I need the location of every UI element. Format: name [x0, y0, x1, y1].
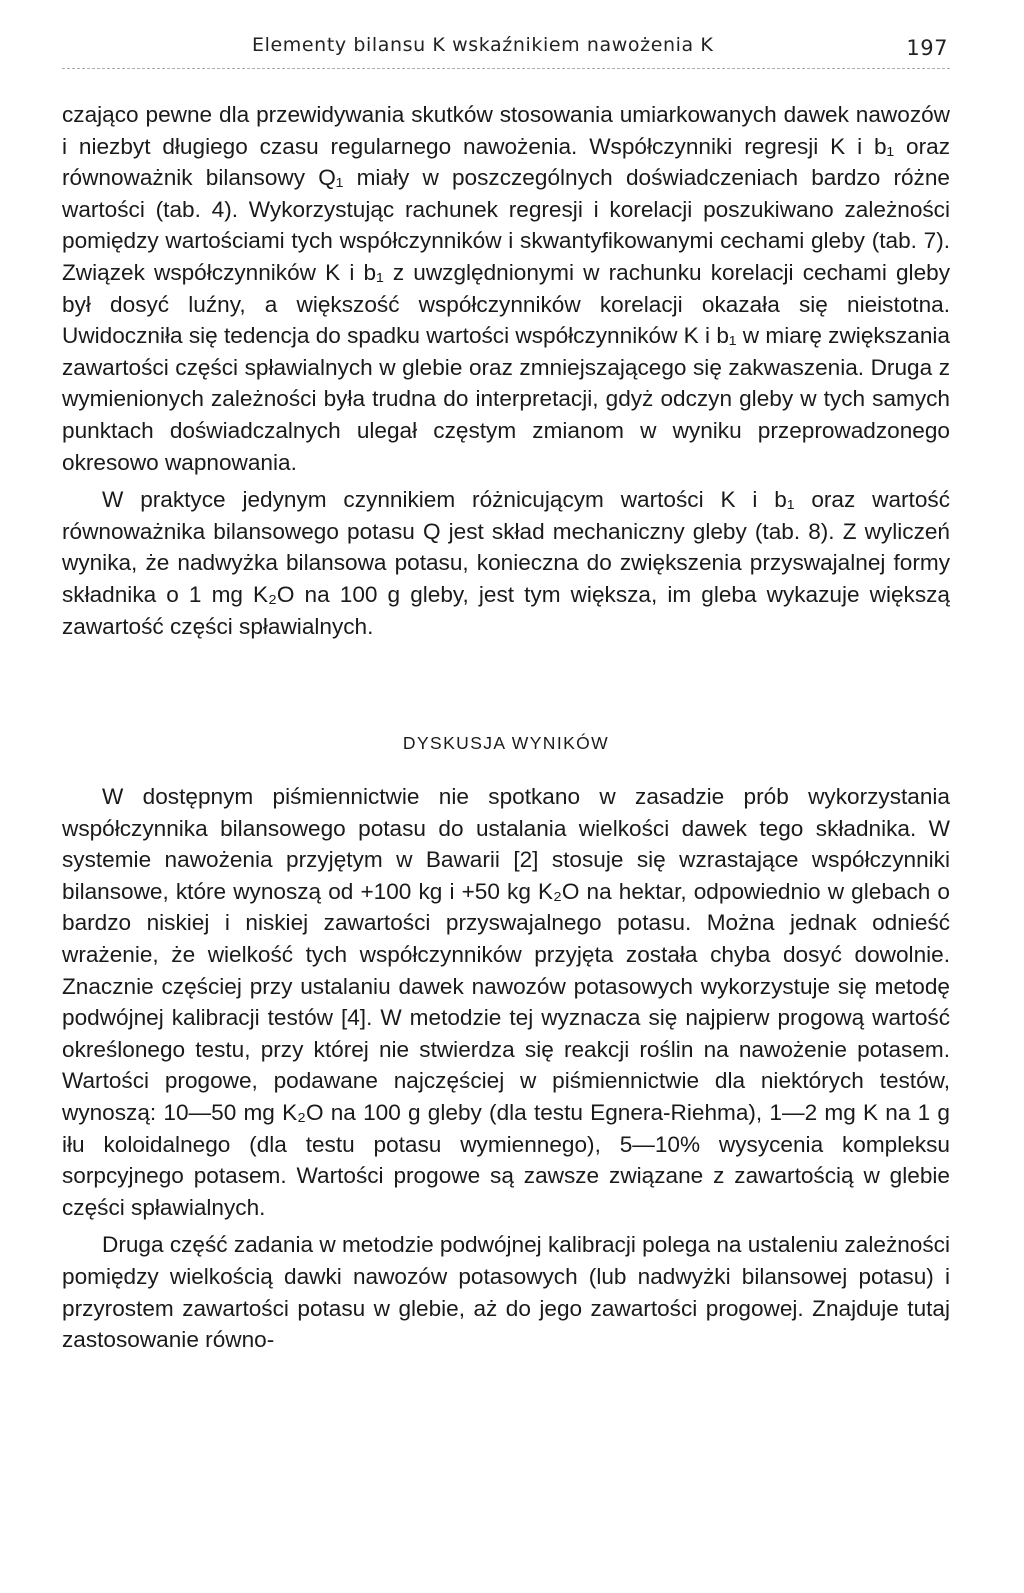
paragraph-discussion-1: W dostępnym piśmiennictwie nie spotkano w zasadzie prób wykorzystania współczynnika bilansowego potasu do ustalania wielkości dawek tego składnika. W systemie nawożenia przyjętym w Bawarii [2] stosuje się wzrastające współczynniki bilansowe, które wynoszą od +100 kg i +50 kg K₂O na hektar, odpowiednio w glebach o bardzo niskiej i niskiej zawartości przyswajalnego potasu. Można jednak odnieść wrażenie, że wielkość tych współczynników przyjęta została chyba dosyć dowolnie. Znacznie częściej przy ustalaniu dawek nawozów potasowych wykorzystuje się metodę podwójnej kalibracji testów [4]. W metodzie tej wyznacza się najpierw progową wartość określonego testu, przy której nie stwierdza się reakcji roślin na nawożenie potasem. Wartości progowe, podawane najczęściej w piśmiennictwie dla niektórych testów, wynoszą: 10—50 mg K₂O na 100 g gleby (dla testu Egnera-Riehma), 1—2 mg K na 1 g iłu koloidalnego (dla testu potasu wymiennego), 5—10% wysycenia kompleksu sorpcyjnego potasem. Wartości progowe są zawsze związane z zawartością w glebie części spławialnych.	[62, 784, 950, 1220]
page-number: 197	[906, 36, 948, 60]
section-heading: DYSKUSJA WYNIKÓW	[402, 733, 610, 754]
paragraph-continuation: czająco pewne dla przewidywania skutków stosowania umiarkowanych dawek nawozów i niezbyt długiego czasu regularnego nawożenia. Współczynniki regresji K i b₁ oraz równoważnik bilansowy Q₁ miały w poszczególnych doświadczeniach bardzo różne wartości (tab. 4). Wykorzystując rachunek regresji i korelacji poszukiwano zależności pomiędzy wartościami tych współczynników i skwantyfikowanymi cechami gleby (tab. 7). Związek współczynników K i b₁ z uwzględnionymi w rachunku korelacji cechami gleby był dosyć luźny, a większość współczynników korelacji okazała się nieistotna. Uwidoczniła się tedencja do spadku wartości współczynników K i b₁ w miarę zwiększania zawartości części spławialnych w glebie oraz zmniejszającego się zakwaszenia. Druga z wymienionych zależności była trudna do interpretacji, gdyż odczyn gleby w tych samych punktach doświadczalnych ulegał częstym zmianom w wyniku przeprowadzonego okresowo wapnowania.	[62, 102, 950, 475]
running-header	[62, 34, 950, 64]
document-page	[62, 34, 950, 1356]
header-rule	[62, 68, 950, 69]
body-text	[62, 99, 950, 1356]
paragraph-discussion-2: Druga część zadania w metodzie podwójnej kalibracji polega na ustaleniu zależności pomiędzy wielkością dawki nawozów potasowych (lub nadwyżki bilansowej potasu) i przyrostem zawartości potasu w glebie, aż do jego zawartości progowej. Znajduje tutaj zastosowanie równo-	[62, 1232, 950, 1353]
paragraph-mechanical-composition: W praktyce jedynym czynnikiem różnicującym wartości K i b₁ oraz wartość równoważnika bilansowego potasu Q jest skład mechaniczny gleby (tab. 8). Z wyliczeń wynika, że nadwyżka bilansowa potasu, konieczna do zwiększenia przyswajalnej formy składnika o 1 mg K₂O na 100 g gleby, jest tym większa, im gleba wykazuje większą zawartość części spławialnych.	[62, 487, 950, 639]
running-title: Elementy bilansu K wskaźnikiem nawożenia K	[252, 34, 714, 56]
